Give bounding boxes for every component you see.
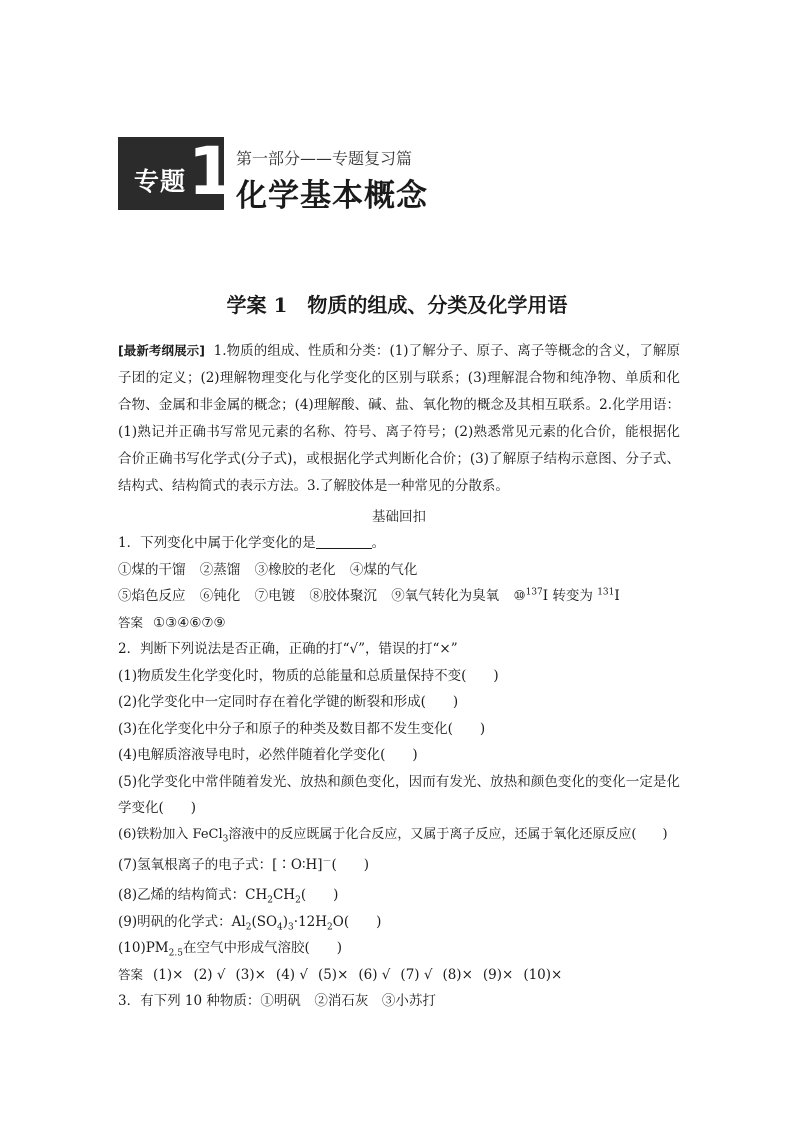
q2-item9-sub4: 2: [327, 922, 333, 933]
q2-item6-sub: 3: [222, 834, 229, 845]
q1-options-row2: [118, 583, 680, 610]
q1-opt10-end: I: [614, 588, 620, 604]
q2-item8-mid: CH: [272, 887, 296, 903]
q2-item9-mid1: (SO: [251, 913, 278, 930]
q1-option: ②蒸馏: [199, 561, 241, 578]
topic-label: 专题: [134, 167, 187, 196]
q1-opt10-mass2: 131: [597, 587, 615, 598]
q2-item10-b: 在空气中形成气溶胶( ): [182, 940, 342, 956]
q1-option: ③橡胶的老化: [254, 561, 336, 578]
q2-item: (2)化学变化中一定同时存在着化学键的断裂和形成( ): [118, 694, 459, 710]
content-body: [118, 337, 680, 1015]
q2-answer-item: (2) √: [193, 966, 226, 983]
q2-item-10: [118, 935, 680, 962]
chapter-title: 化学基本概念: [236, 178, 428, 214]
q2-item7-a: (7)氢氧根离子的电子式：: [118, 857, 273, 873]
q1-stem: [118, 530, 680, 557]
q2-item-6: [118, 822, 680, 849]
q2-item10-a: (10)PM: [118, 940, 169, 956]
q2-answer: [118, 962, 680, 989]
lesson-title: 学案 1 物质的组成、分类及化学用语: [226, 293, 568, 317]
q2-item9-c: O( ): [332, 913, 382, 930]
q1-option: ⑨氧气转化为臭氧: [391, 588, 500, 604]
q1-option: ⑧胶体聚沉: [309, 588, 377, 604]
topic-badge: [118, 133, 234, 210]
q1-option: ⑤焰色反应: [118, 588, 186, 604]
q2-item: (1)物质发生化学变化时，物质的总能量和总质量保持不变( ): [118, 667, 499, 684]
hydroxide-electron-formula: [∶O∶H]: [272, 857, 323, 873]
topic-number: 1: [188, 133, 234, 210]
q1-opt10-prefix: ⑩: [513, 588, 526, 604]
q2-item: (5)化学变化中常伴随着发光、放热和颜色变化，因而有发光、放热和颜色变化的变化一定是化学变化( ): [118, 773, 680, 816]
q1-answer-value: ①③④⑥⑦⑨: [153, 614, 226, 631]
q2-item9-mid2: ): [282, 913, 289, 930]
q3-stem: 3．有下列 10 种物质：①明矾 ②消石灰 ③小苏打: [118, 993, 436, 1009]
q2-answer-item: (1)×: [153, 966, 184, 983]
answer-label: 答案: [118, 614, 144, 630]
syllabus-tag: [最新考纲展示]: [118, 343, 205, 358]
q1-option: ①煤的干馏: [118, 561, 186, 578]
q2-answer-item: (3)×: [235, 966, 266, 983]
q2-stem: 2．判断下列说法是否正确，正确的打“√”，错误的打“×”: [118, 641, 458, 657]
q2-answer-item: (4) √: [275, 966, 308, 983]
q1-answer: [118, 610, 680, 637]
q1-opt10-mid: I 转变为: [542, 588, 593, 604]
q2-answer-item: (7) √: [400, 966, 433, 983]
q2-item-8: [118, 882, 680, 909]
q2-answer-item: (8)×: [442, 966, 473, 983]
q2-item6-b: 溶液中的反应既属于化合反应，又属于离子反应，还属于氧化还原反应( ): [228, 826, 668, 842]
q1-opt10-mass1: 137: [525, 587, 543, 598]
q2-item8-a: (8)乙烯的结构简式：CH: [118, 887, 268, 903]
q2-item10-sub: 2.5: [168, 948, 183, 959]
q1-option-10: [513, 588, 619, 604]
q2-item-7: [118, 848, 680, 882]
q2-item9-sub1: 2: [245, 922, 252, 933]
q1-answer-blank: [316, 534, 372, 549]
q1-options-row1: [118, 557, 680, 584]
q2-item-9: [118, 909, 680, 936]
q1-stem-text: 1．下列变化中属于化学变化的是: [118, 535, 316, 551]
q2-item9-b: ·12H: [293, 913, 328, 930]
q1-option: ⑥钝化: [199, 588, 241, 604]
q2-item8-b: ( ): [300, 887, 339, 903]
q2-answer-item: (5)×: [317, 966, 349, 983]
section-heading: 基础回扣: [372, 509, 426, 525]
q2-item: (4)电解质溶液导电时，必然伴随着化学变化( ): [118, 747, 418, 763]
q2-item7-b: ( ): [331, 857, 370, 873]
q1-option: ④煤的气化: [349, 561, 418, 578]
syllabus-text: 1.物质的组成、性质和分类：(1)了解分子、原子、离子等概念的含义，了解原子团的定义；(2)理解物理变化与化学变化的区别与联系；(3)理解混合物和纯净物、单质和化合物、金属和非金属的概念；(4)理解酸、碱、盐、氧化物的概念及其相互联系。2.化学用语：(1)熟记并正确书写常见元素的名称、符号、离子符号；(2)熟悉常见元素的化合价，能根据化合价正确书写化学式(分子式)，或根据化学式判断化合价；(3)了解原子结构示意图、分子式、结构式、结构简式的表示方法。3.了解胶体是一种常见的分散系。: [118, 343, 680, 494]
syllabus-paragraph: [118, 337, 680, 500]
part-label: 第一部分——专题复习篇: [236, 149, 413, 168]
q2-item9-sub2: 4: [277, 922, 283, 933]
q2-answer-item: (6) √: [358, 966, 391, 983]
q2-item8-sub2: 2: [295, 895, 301, 906]
q2-item9-sub3: 3: [288, 922, 294, 933]
q2-item6-a: (6)铁粉加入 FeCl: [118, 826, 223, 842]
q2-item9-a: (9)明矾的化学式：Al: [118, 913, 246, 930]
q2-item: (3)在化学变化中分子和原子的种类及数目都不发生变化( ): [118, 720, 486, 737]
q1-stem-end: 。: [371, 535, 386, 551]
q2-item8-sub1: 2: [267, 895, 273, 906]
q2-answer-item: (9)×: [482, 966, 514, 983]
answer-label: 答案: [118, 966, 144, 982]
q2-item7-charge: －: [322, 856, 332, 867]
q1-option: ⑦电镀: [254, 588, 296, 604]
q2-answer-item: (10)×: [523, 966, 563, 983]
